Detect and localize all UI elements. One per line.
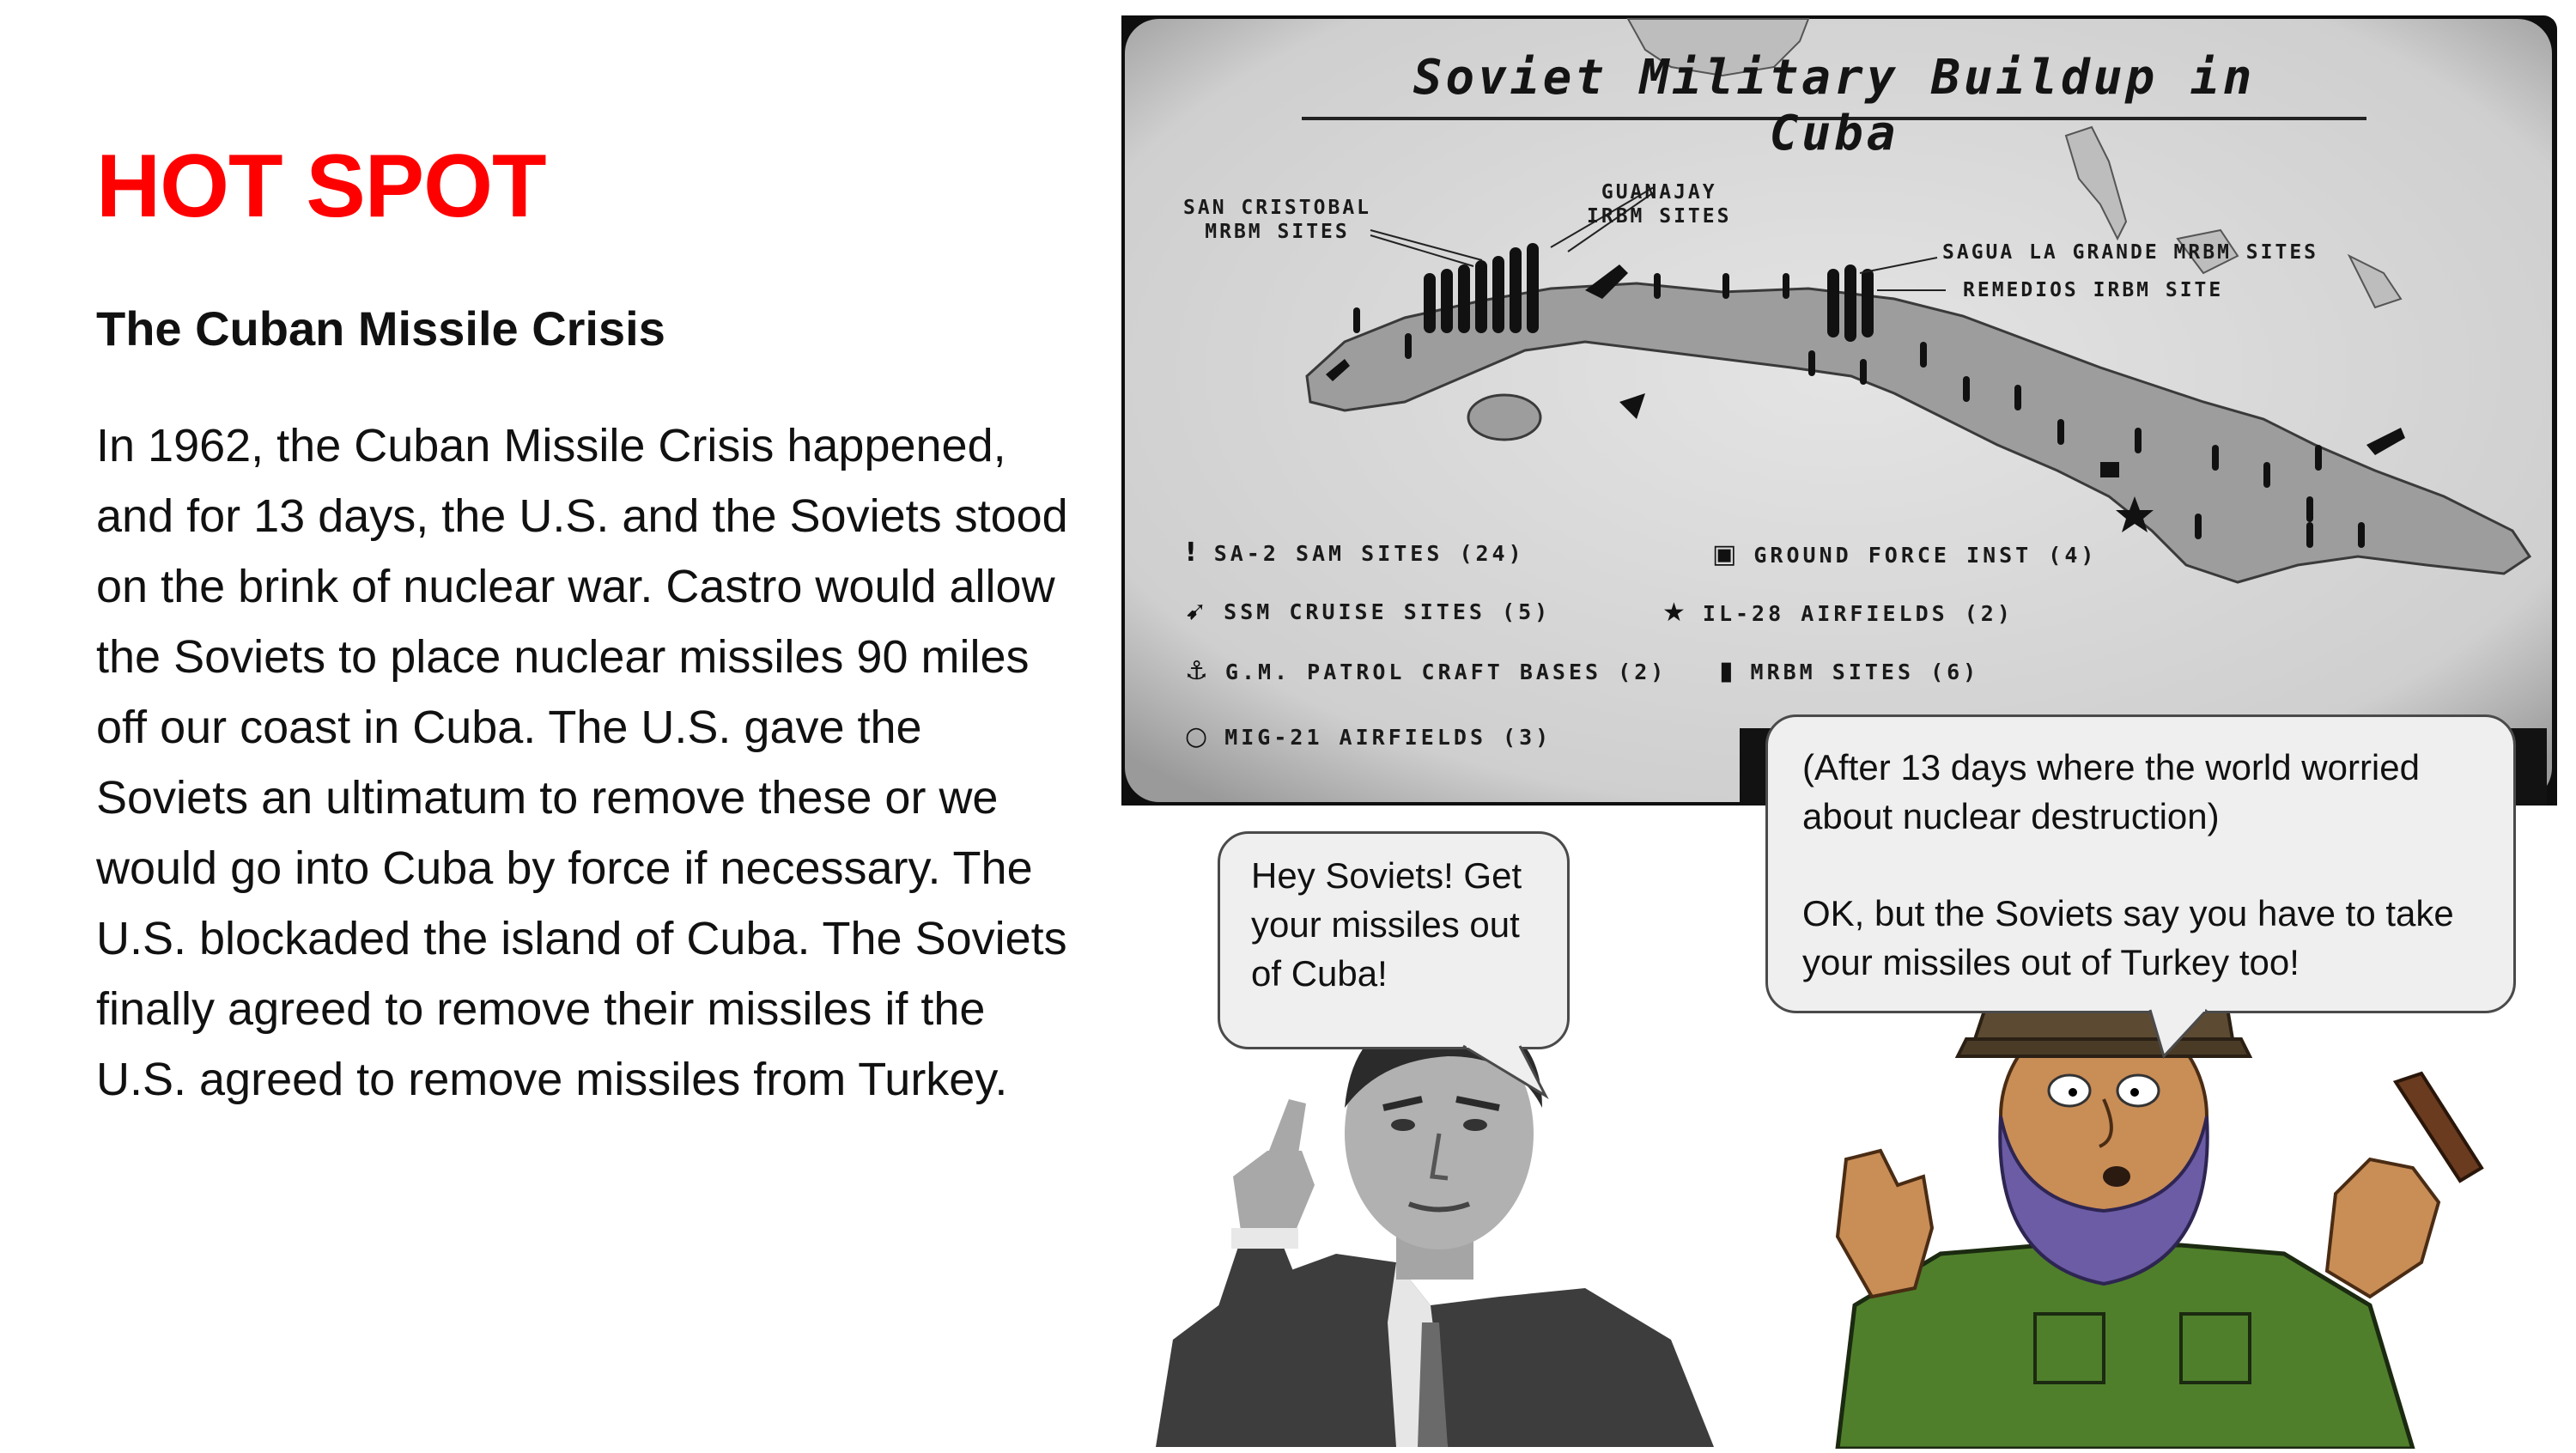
cruise-missile-icon: ➹ bbox=[1185, 596, 1211, 626]
kennedy-finger bbox=[1267, 1099, 1306, 1159]
castro-hand-right bbox=[2327, 1159, 2439, 1297]
sam-site-icon: ! bbox=[1185, 538, 1200, 568]
map-label-line: SAN CRISTOBAL bbox=[1183, 197, 1372, 219]
map-label-line: IRBM SITES bbox=[1587, 205, 1732, 228]
mrbm-missile-icon: ▮ bbox=[1719, 656, 1737, 686]
map-label-line: GUANAJAY bbox=[1601, 181, 1717, 204]
legend-mig bbox=[1185, 721, 1552, 751]
bubble-tail-kennedy bbox=[1460, 1044, 1563, 1104]
ground-force-icon: ▣ bbox=[1712, 539, 1741, 569]
legend-text: IL-28 AIRFIELDS (2) bbox=[1702, 601, 2014, 626]
map-label-san-cristobal bbox=[1183, 196, 1371, 244]
page-title: HOT SPOT bbox=[96, 137, 546, 236]
airfield-circle-icon: ○ bbox=[1185, 721, 1212, 751]
speech-bubble-castro bbox=[1765, 714, 2516, 1013]
castro-mouth bbox=[2103, 1166, 2130, 1187]
legend-ground bbox=[1712, 539, 2097, 569]
map-label-guanajay bbox=[1587, 180, 1731, 228]
map-title: Soviet Military Buildup in Cuba bbox=[1413, 50, 2256, 161]
map-label-remedios: REMEDIOS IRBM SITE bbox=[1963, 279, 2224, 301]
legend-mrbm bbox=[1719, 656, 1979, 686]
kennedy-hand bbox=[1233, 1151, 1315, 1237]
legend-text: G.M. PATROL CRAFT BASES (2) bbox=[1224, 660, 1668, 684]
cigar-icon bbox=[2396, 1073, 2482, 1181]
map-label-line: MRBM SITES bbox=[1205, 221, 1350, 243]
bubble-text: Hey Soviets! Get your missiles out of Cuba! bbox=[1251, 855, 1522, 994]
legend-text: MIG-21 AIRFIELDS (3) bbox=[1224, 725, 1552, 750]
bubble-text: (After 13 days where the world worried about nuclear destruction) bbox=[1802, 747, 2420, 836]
kennedy-eye bbox=[1463, 1119, 1487, 1131]
anchor-icon: ⚓ bbox=[1185, 656, 1212, 686]
cuba-military-map bbox=[1121, 15, 2557, 806]
legend-gm bbox=[1185, 656, 1667, 686]
castro-pupil bbox=[2130, 1088, 2139, 1097]
isle-of-youth bbox=[1468, 395, 1540, 440]
legend-text: MRBM SITES (6) bbox=[1750, 660, 1980, 684]
kennedy-cuff bbox=[1231, 1228, 1298, 1249]
legend-text: SSM CRUISE SITES (5) bbox=[1224, 599, 1552, 624]
speech-bubble-kennedy bbox=[1218, 831, 1570, 1049]
legend-ssm bbox=[1185, 596, 1551, 626]
kennedy-eye bbox=[1391, 1119, 1415, 1131]
legend-text: GROUND FORCE INST (4) bbox=[1753, 543, 2098, 568]
star-icon: ★ bbox=[1662, 598, 1689, 628]
bubble-text: OK, but the Soviets say you have to take your missiles out of Turkey too! bbox=[1802, 893, 2454, 982]
map-label-sagua: SAGUA LA GRANDE MRBM SITES bbox=[1942, 241, 2319, 264]
castro-hand-left bbox=[1838, 1151, 1932, 1297]
bubble-tail-castro bbox=[2147, 1008, 2250, 1060]
subtitle: The Cuban Missile Crisis bbox=[96, 301, 665, 356]
legend-text: SA-2 SAM SITES (24) bbox=[1213, 541, 1525, 566]
legend-sam bbox=[1185, 538, 1525, 568]
castro-pupil bbox=[2069, 1088, 2077, 1097]
legend-il28 bbox=[1662, 598, 2014, 628]
body-text: In 1962, the Cuban Missile Crisis happened, and for 13 days, the U.S. and the Soviets stood on the brink of nuclear war. Castro would allow the Soviets to place nuclear missiles 90 miles off our coast in Cuba. The U.S. gave the Soviets an ultimatum to remove these or we would go into Cuba by force if necessary. The U.S. blockaded the island of Cuba. The Soviets finally agreed to remove their missiles if the U.S. agreed to remove missiles from Turkey. bbox=[96, 420, 1068, 1105]
